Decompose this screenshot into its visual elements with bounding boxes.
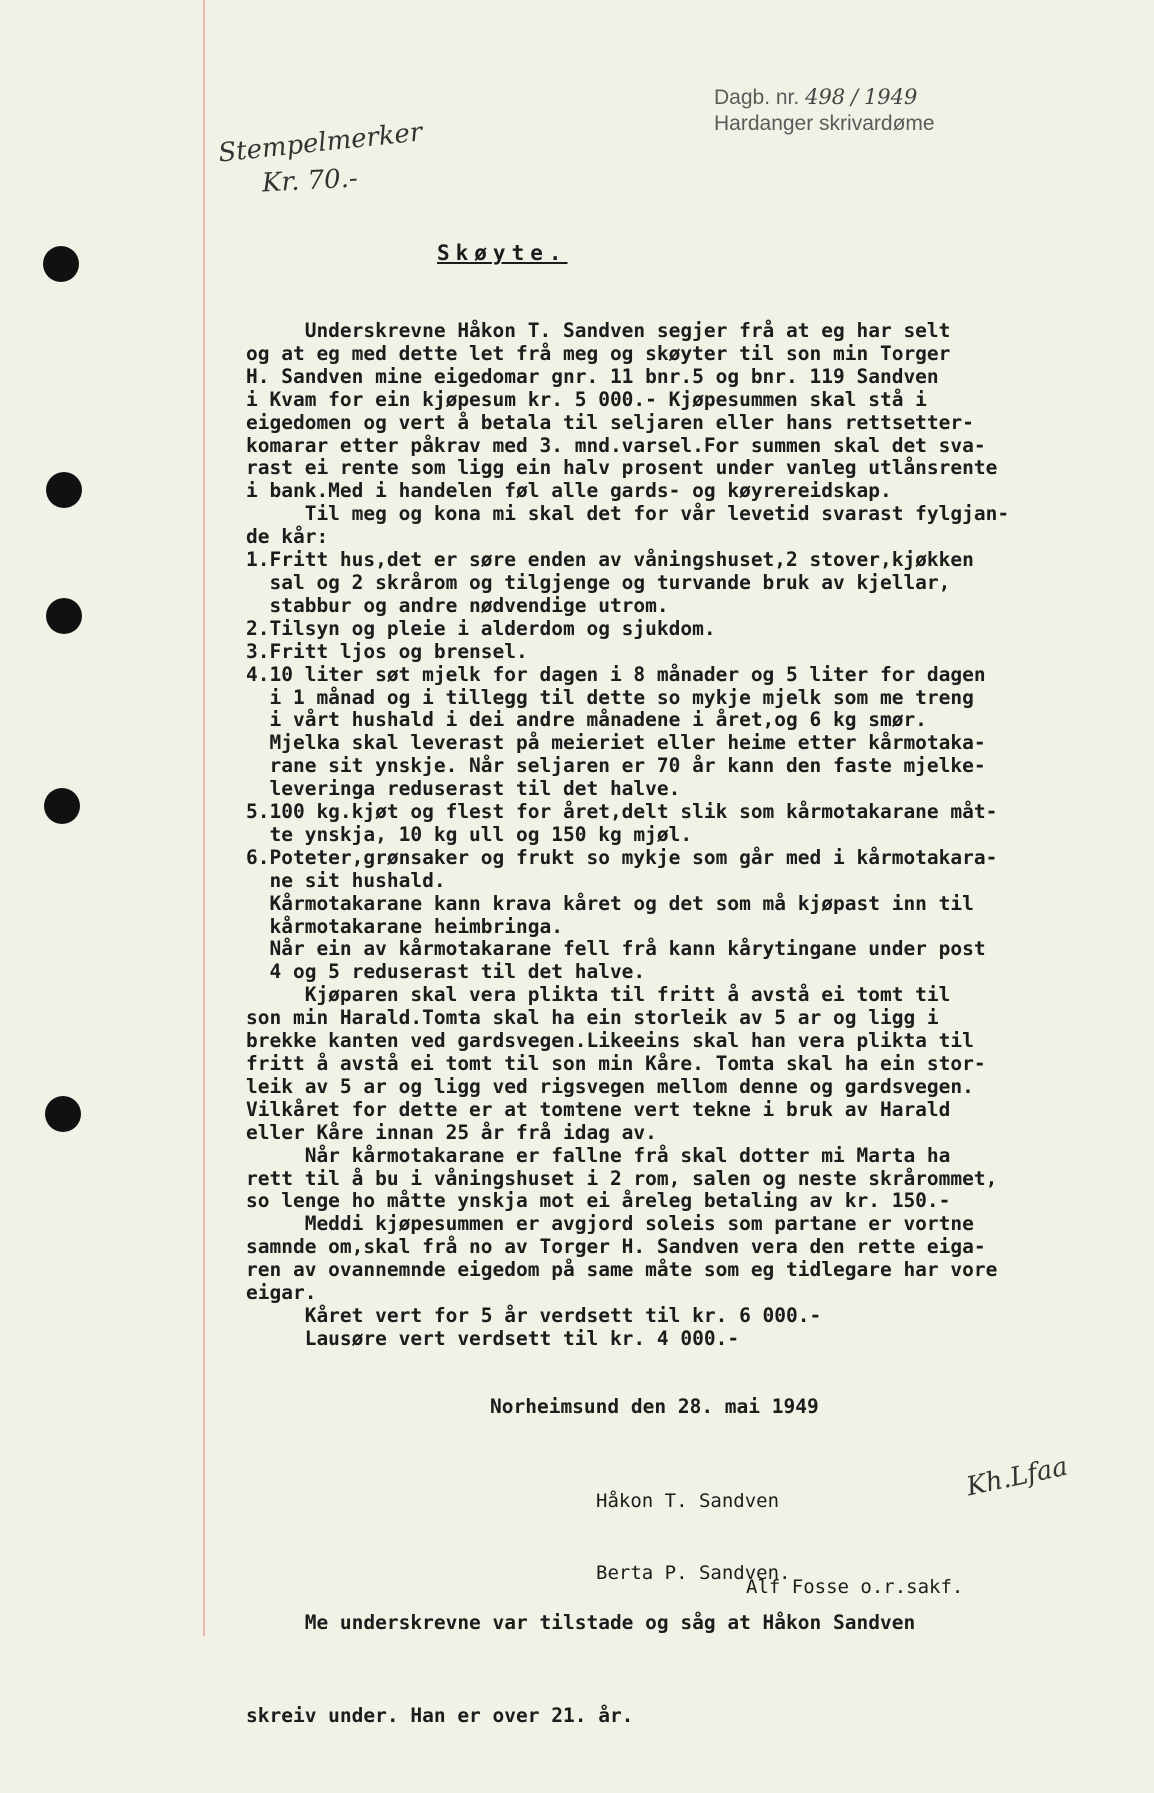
stamp-year: 1949 bbox=[863, 85, 918, 109]
body-line: Lausøre vert verdsett til kr. 4 000.- bbox=[246, 1326, 740, 1350]
document-body bbox=[246, 320, 1126, 1351]
body-line: leik av 5 ar og ligg ved rigsvegen mellom denne og gardsvegen. bbox=[246, 1074, 974, 1098]
body-line: 1.Fritt hus,det er søre enden av våningshuset,2 stover,kjøkken bbox=[246, 548, 974, 572]
body-line: ne sit hushald. bbox=[246, 868, 446, 892]
body-line: og at eg med dette let frå meg og skøyter til son min Torger bbox=[246, 341, 951, 365]
body-line: Mjelka skal leverast på meieriet eller heime etter kårmotaka- bbox=[246, 731, 986, 755]
body-line: eller Kåre innan 25 år frå idag av. bbox=[246, 1120, 657, 1144]
body-line: fritt å avstå ei tomt til son min Kåre. Tomta skal ha ein stor- bbox=[246, 1052, 986, 1075]
body-line: 6.Poteter,grønsaker og frukt so mykje som går med i kårmotakara- bbox=[246, 845, 998, 869]
signer-name: Håkon T. Sandven bbox=[596, 1490, 780, 1512]
body-line: i Kvam for ein kjøpesum kr. 5 000.- Kjøpesummen skal stå i bbox=[246, 387, 927, 411]
body-line: Meddi kjøpesummen er avgjord soleis som partane er vortne bbox=[246, 1212, 974, 1236]
stamp-prefix: Dagb. nr. bbox=[714, 86, 800, 109]
body-line: Når kårmotakarane er fallne frå skal dotter mi Marta ha bbox=[246, 1143, 951, 1167]
body-line: ren av ovannemnde eigedom på same måte som eg tidlegare har vore bbox=[246, 1258, 998, 1282]
body-line: 3.Fritt ljos og brensel. bbox=[246, 639, 528, 663]
signer-name: Berta P. Sandven. bbox=[596, 1562, 791, 1584]
body-line: kårmotakarane heimbringa. bbox=[246, 914, 563, 938]
handwritten-note-line2: Kr. 70.- bbox=[261, 163, 359, 199]
body-line: son min Harald.Tomta skal ha ein storleik av 5 ar og ligg i bbox=[246, 1006, 939, 1030]
body-line: so lenge ho måtte ynskja mot ei åreleg betaling av kr. 150.- bbox=[246, 1189, 951, 1213]
body-line: Kårmotakarane kann krava kåret og det som må kjøpast inn til bbox=[246, 891, 974, 915]
body-line: eigar. bbox=[246, 1281, 317, 1305]
document-title: Skøyte. bbox=[437, 241, 568, 265]
body-line: Kåret vert for 5 år verdsett til kr. 6 000.- bbox=[246, 1303, 822, 1327]
body-line: i vårt hushald i dei andre månadene i året,og 6 kg smør. bbox=[246, 708, 927, 732]
witness-line: Me underskrevne var tilstade og såg at Håkon Sandven bbox=[246, 1611, 916, 1634]
body-line: i bank.Med i handelen føl alle gards- og køyrereidskap. bbox=[246, 479, 892, 503]
body-line: 5.100 kg.kjøt og flest for året,delt slik som kårmotakarane måt- bbox=[246, 800, 998, 824]
witness-signature: Alf Fosse o.r.sakf. bbox=[746, 1576, 964, 1598]
margin-line bbox=[203, 0, 205, 1636]
punch-hole bbox=[46, 598, 82, 634]
registry-stamp bbox=[714, 84, 935, 137]
place-date: Norheimsund den 28. mai 1949 bbox=[490, 1395, 819, 1418]
body-line: de kår: bbox=[246, 525, 329, 549]
handwritten-note-line1: Stempelmerker bbox=[216, 117, 424, 169]
punch-hole bbox=[43, 246, 79, 282]
body-line: samnde om,skal frå no av Torger H. Sandven vera den rette eiga- bbox=[246, 1235, 986, 1259]
body-line: Kjøparen skal vera plikta til fritt å avstå ei tomt til bbox=[246, 983, 951, 1007]
witness-line: skreiv under. Han er over 21. år. bbox=[246, 1704, 634, 1727]
body-line: 4.10 liter søt mjelk for dagen i 8 månader og 5 liter for dagen bbox=[246, 662, 986, 686]
body-line: sal og 2 skrårom og tilgjenge og turvande bruk av kjellar, bbox=[246, 570, 951, 594]
body-line: Til meg og kona mi skal det for vår levetid svarast fylgjan- bbox=[246, 502, 1010, 526]
body-line: rast ei rente som ligg ein halv prosent under vanleg utlånsrente bbox=[246, 456, 998, 480]
punch-hole bbox=[46, 472, 82, 508]
body-line: H. Sandven mine eigedomar gnr. 11 bnr.5 og bnr. 119 Sandven bbox=[246, 364, 939, 388]
stamp-number: 498 bbox=[805, 85, 846, 109]
stamp-office: Hardanger skrivardøme bbox=[714, 112, 935, 135]
punch-hole bbox=[44, 788, 80, 824]
body-line: Vilkåret for dette er at tomtene vert tekne i bruk av Harald bbox=[246, 1097, 951, 1121]
body-line: te ynskja, 10 kg ull og 150 kg mjøl. bbox=[246, 822, 693, 846]
body-line: Når ein av kårmotakarane fell frå kann kårytingane under post bbox=[246, 937, 986, 961]
body-line: rett til å bu i våningshuset i 2 rom, salen og neste skrårommet, bbox=[246, 1166, 998, 1190]
body-line: eigedomen og vert å betala til seljaren eller hans rettsetter- bbox=[246, 410, 974, 434]
body-line: brekke kanten ved gardsvegen.Likeeins skal han vera plikta til bbox=[246, 1029, 974, 1053]
body-line: i 1 månad og i tillegg til dette so mykje mjelk som me treng bbox=[246, 685, 974, 709]
stamp-separator: / bbox=[851, 85, 859, 109]
body-line: stabbur og andre nødvendige utrom. bbox=[246, 593, 669, 617]
body-line: 4 og 5 reduserast til det halve. bbox=[246, 960, 646, 984]
body-line: Underskrevne Håkon T. Sandven segjer frå at eg har selt bbox=[246, 319, 951, 342]
body-line: leveringa reduserast til det halve. bbox=[246, 777, 681, 801]
body-line: 2.Tilsyn og pleie i alderdom og sjukdom. bbox=[246, 616, 716, 640]
handwritten-initials: Kh.Lfaa bbox=[963, 1451, 1071, 1503]
body-line: rane sit ynskje. Når seljaren er 70 år kann den faste mjelke- bbox=[246, 754, 986, 778]
punch-hole bbox=[45, 1096, 81, 1132]
body-line: komarar etter påkrav med 3. mnd.varsel.For summen skal det sva- bbox=[246, 433, 986, 457]
